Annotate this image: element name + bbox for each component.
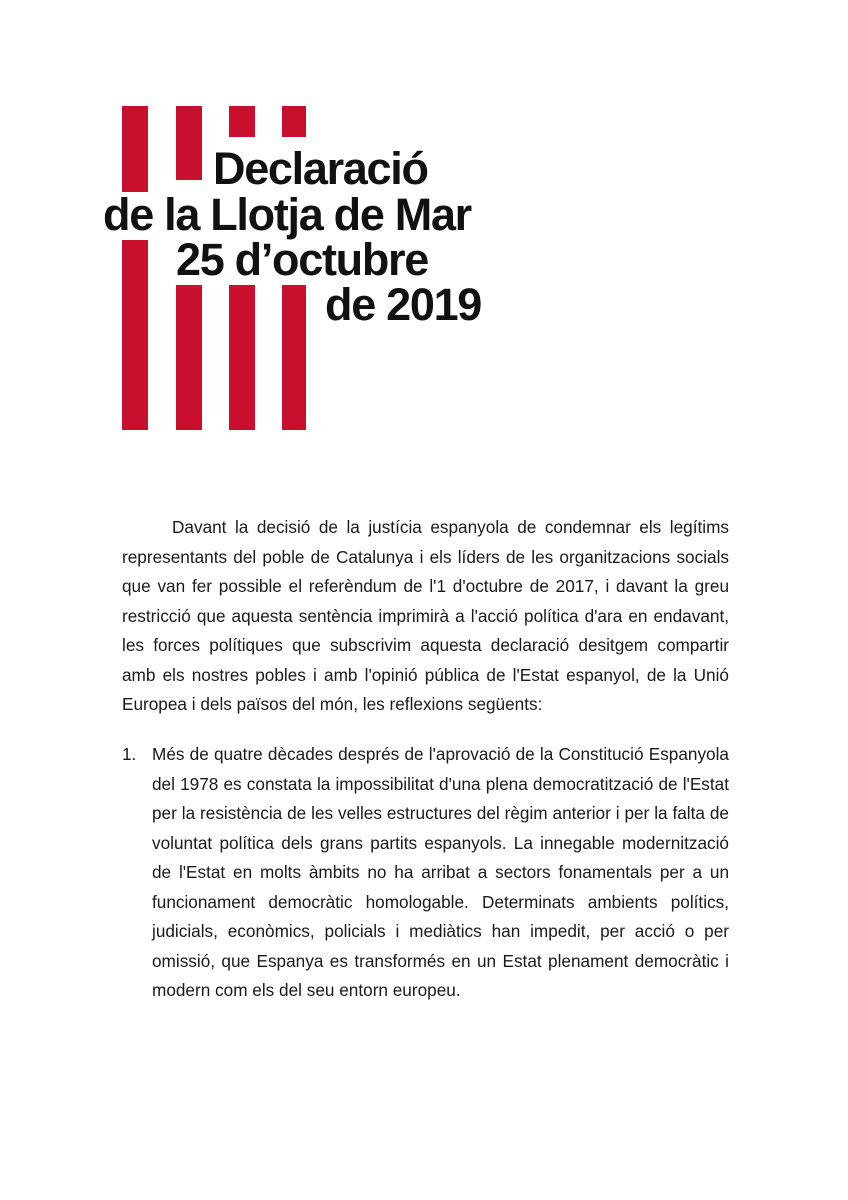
logo-stripe	[229, 285, 255, 430]
intro-paragraph: Davant la decisió de la justícia espanyola de condemnar els legítims representants del poble de Catalunya i els líders de les organitzacions socials que van fer possible el referèndum de l'1 d'octubre de 2017, i davant la greu restricció que aquesta sentència imprimirà a l'acció política d'ara en endavant, les forces polítiques que subscrivim aquesta declaració desitgem compartir amb els nostres pobles i amb l'opinió pública de l'Estat espanyol, de la Unió Europea i dels països del món, les reflexions següents:	[122, 517, 729, 714]
title-line-4: de 2019	[325, 279, 482, 330]
title-line-2: de la Llotja de Mar	[103, 189, 471, 240]
list-item	[122, 740, 729, 1006]
logo-stripe	[122, 106, 148, 192]
logo-stripe	[282, 106, 306, 137]
declaration-logo	[0, 0, 848, 460]
title-line-3: 25 d’octubre	[176, 234, 428, 285]
logo-stripe	[176, 285, 202, 430]
logo-stripe	[229, 106, 255, 137]
title-line-1: Declaració	[213, 143, 428, 194]
point-text: Més de quatre dècades després de l'aprovació de la Constitució Espanyola del 1978 es constata la impossibilitat d'una plena democratització de l'Estat per la resistència de les velles estructures del règim anterior i per la falta de voluntat política dels grans partits espanyols. La innegable modernització de l'Estat en molts àmbits no ha arribat a sectors fonamentals per a un funcionament democràtic homologable. Determinats ambients polítics, judicials, econòmics, policials i mediàtics han impedit, per acció o per omissió, que Espanya es transformés en un Estat plenament democràtic i modern com els del seu entorn europeu.	[152, 744, 729, 1000]
logo-stripe	[176, 106, 202, 180]
declaration-points-list	[122, 740, 729, 1006]
logo-stripe	[282, 285, 306, 430]
point-number: 1.	[122, 744, 137, 764]
logo-stripe	[122, 240, 148, 430]
